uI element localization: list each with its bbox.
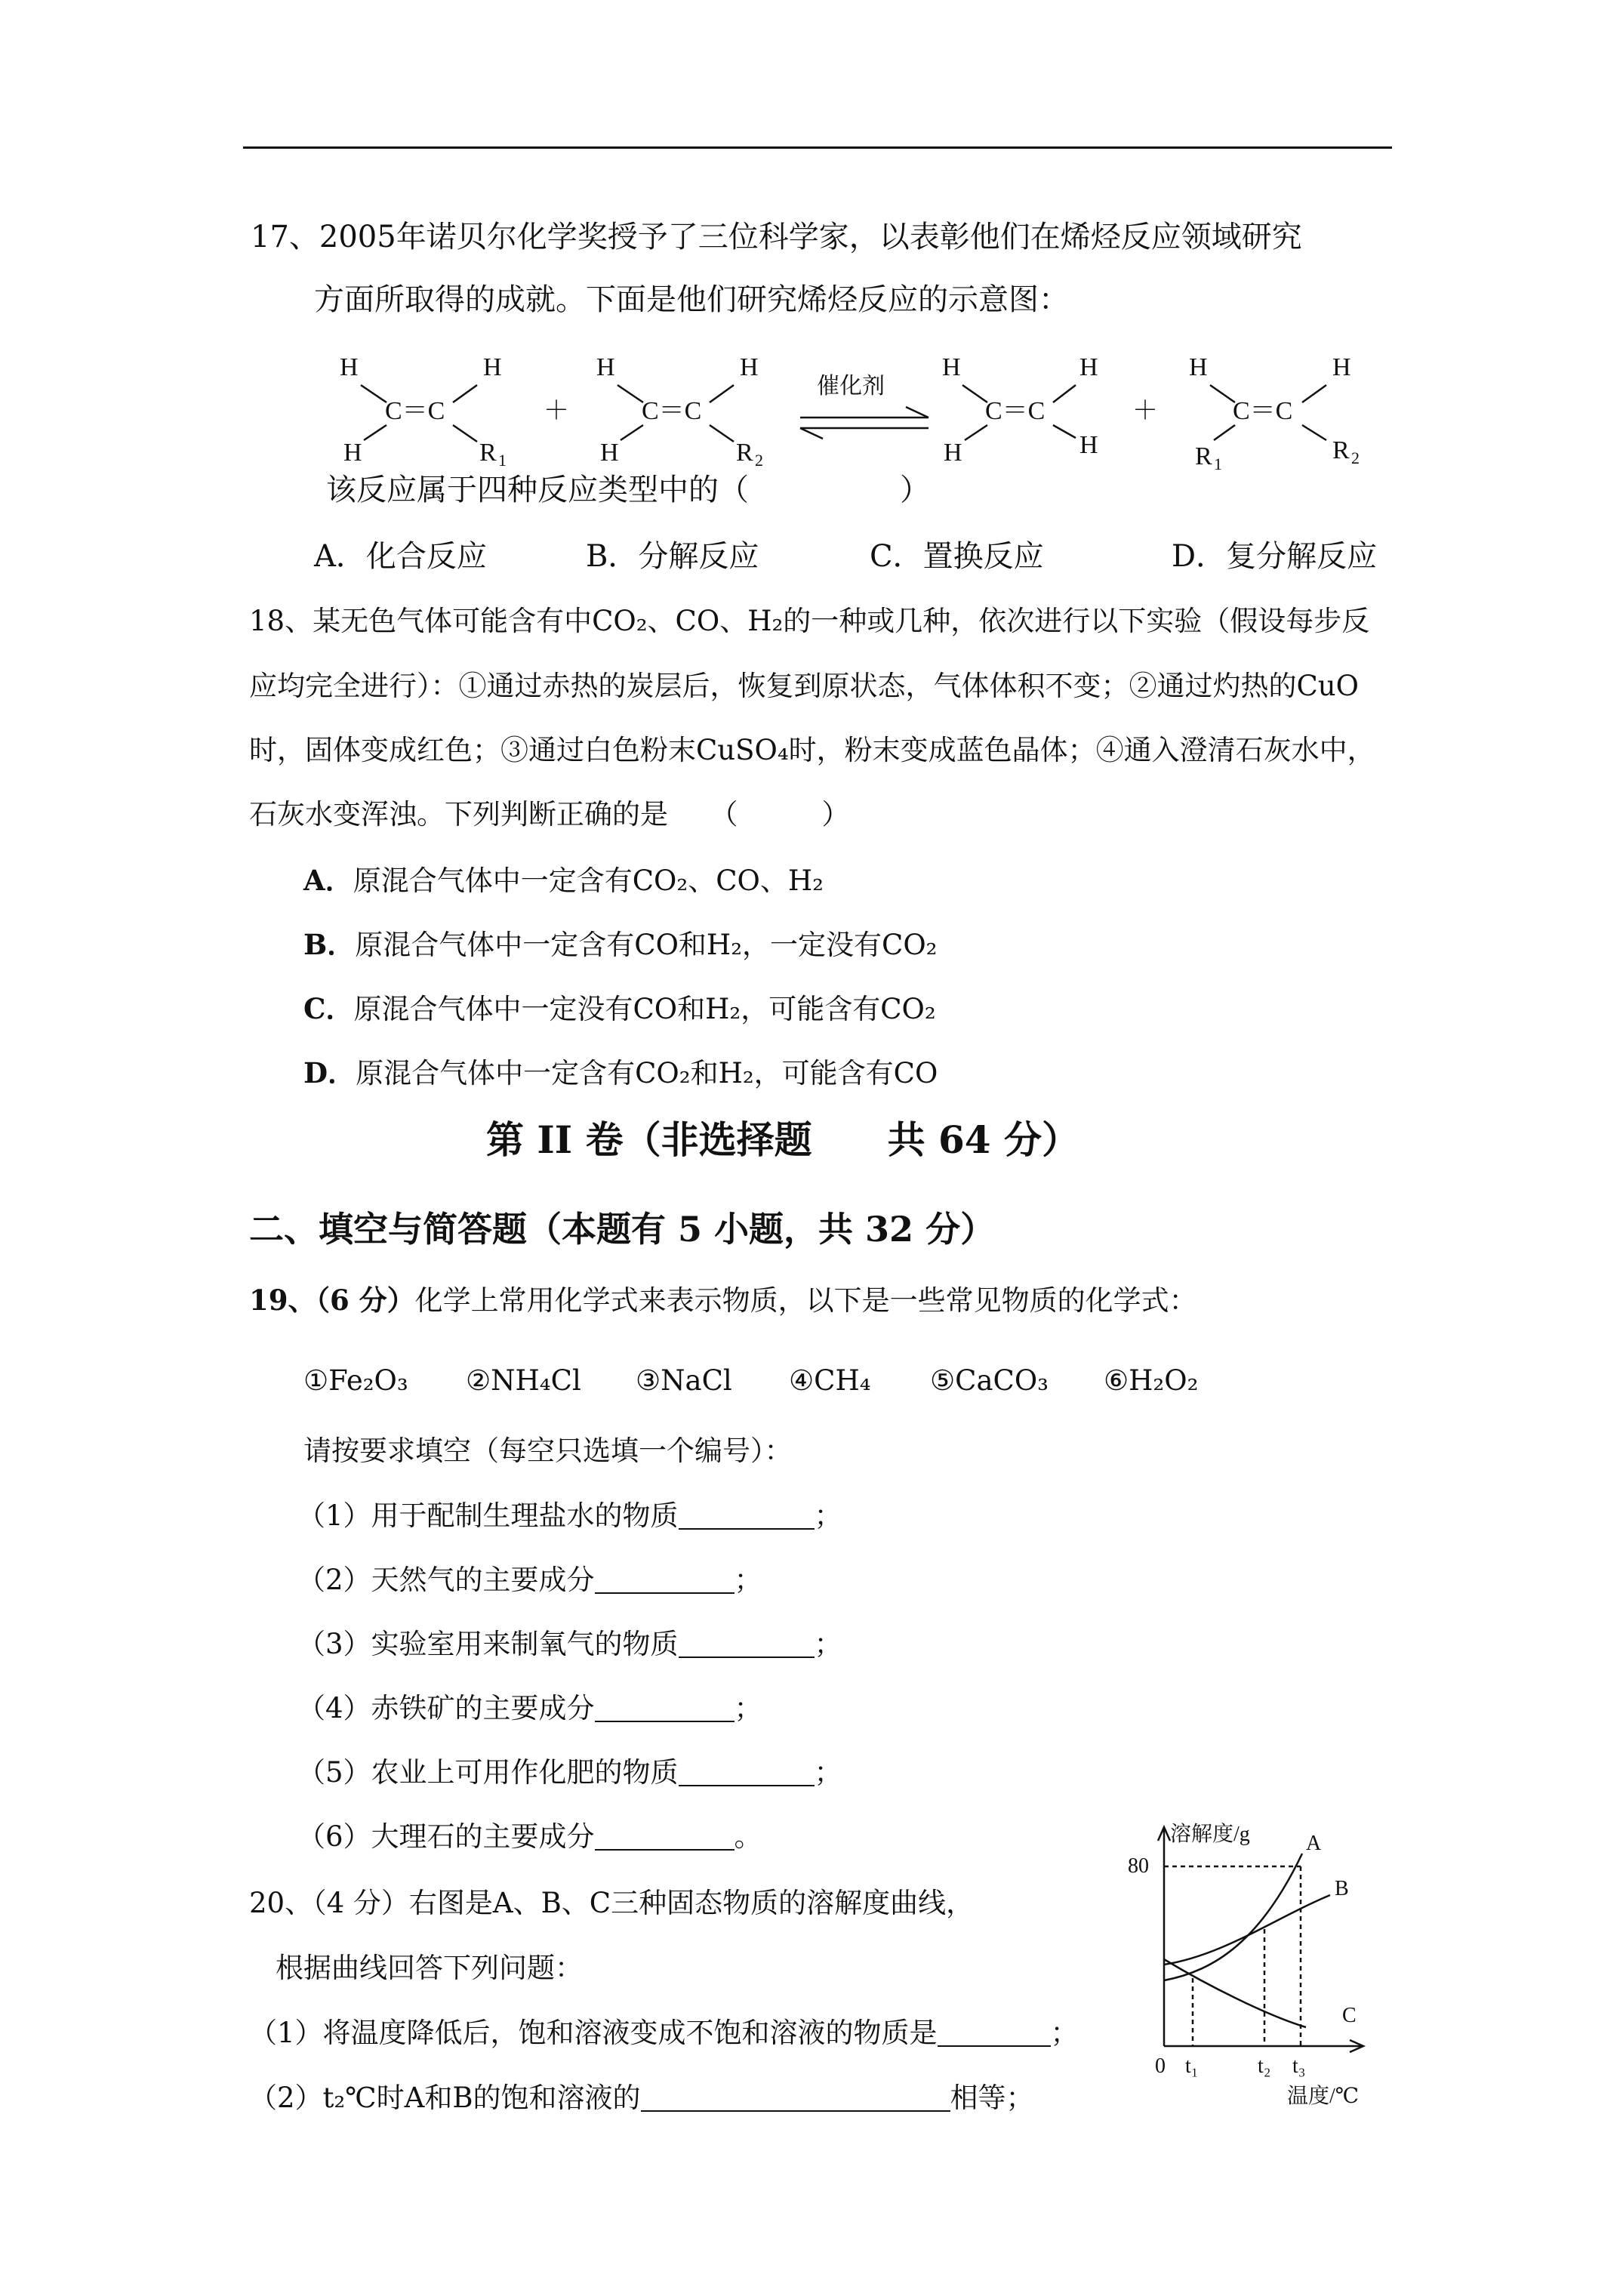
option-text: 原混合气体中一定含有CO₂和H₂，可能含有CO [356, 1057, 938, 1089]
curve-a [1164, 1854, 1302, 1980]
q19-item-3 [297, 1621, 842, 1662]
svg-text:1: 1 [498, 451, 507, 470]
option-text: 原混合气体中一定没有CO和H₂，可能含有CO₂ [353, 993, 936, 1025]
x-tick-t2: t₂ [1258, 2054, 1271, 2078]
chart-xlabel: 温度/℃ [1287, 2085, 1360, 2106]
q18-option-d [303, 1050, 938, 1091]
svg-text:H: H [1079, 431, 1098, 459]
q19-label: 19、（6 分） [249, 1284, 415, 1317]
series-label-b: B [1335, 1877, 1349, 1900]
chart-ylabel: 溶解度/g [1170, 1823, 1250, 1846]
q17-option-b: B．分解反应 [586, 539, 759, 574]
item-text: （1）用于配制生理盐水的物质 [297, 1499, 679, 1532]
svg-text:H: H [942, 353, 961, 381]
item-end: ； [1050, 2017, 1079, 2049]
q18-line4: 石灰水变浑浊。下列判断正确的是 （ ） [249, 798, 850, 831]
curve-b [1164, 1895, 1330, 1965]
curve-c [1164, 1959, 1306, 2027]
option-text: 原混合气体中一定含有CO₂、CO、H₂ [353, 864, 824, 897]
svg-text:C＝C: C＝C [985, 397, 1046, 425]
answer-blank[interactable] [595, 1565, 735, 1594]
item-end: ； [814, 1628, 842, 1660]
top-rule [243, 146, 1392, 149]
formula-5: ⑤CaCO₃ [930, 1364, 1049, 1397]
svg-text:H: H [483, 353, 502, 381]
q18-line3: 时，固体变成红色；③通过白色粉末CuSO₄时，粉末变成蓝色晶体；④通入澄清石灰水中， [249, 734, 1375, 766]
formula-3: ③NaCl [636, 1364, 732, 1397]
option-text: 原混合气体中一定含有CO和H₂，一定没有CO₂ [355, 929, 938, 961]
q19-intro [249, 1277, 1197, 1318]
answer-blank[interactable] [679, 1629, 815, 1658]
option-letter: A． [303, 864, 353, 897]
svg-text:1: 1 [1214, 455, 1222, 473]
item-end: 相等； [950, 2082, 1034, 2114]
answer-blank[interactable] [679, 1501, 815, 1530]
solubility-chart [1125, 1812, 1374, 2106]
q19-intro-text: 化学上常用化学式来表示物质，以下是一些常见物质的化学式： [414, 1284, 1197, 1317]
option-letter: C． [303, 992, 354, 1025]
q17-option-a: A．化合反应 [314, 539, 487, 574]
formula-2: ②NH₄Cl [466, 1364, 581, 1397]
option-letter: B． [303, 928, 356, 961]
item-end: ； [814, 1499, 842, 1532]
q19-item-4 [297, 1685, 762, 1726]
q17-question: 该反应属于四种反应类型中的（ ） [326, 473, 930, 507]
svg-text:H: H [1189, 353, 1208, 381]
item-text: （6）大理石的主要成分 [297, 1820, 595, 1853]
q20-line1: 20、（4 分）右图是A、B、C三种固态物质的溶解度曲线， [249, 1887, 975, 1919]
answer-blank[interactable] [641, 2083, 950, 2112]
svg-text:R: R [736, 439, 753, 467]
q20-line2: 根据曲线回答下列问题： [276, 1952, 583, 1984]
q18-option-a [303, 858, 824, 898]
x-tick-t1: t₁ [1185, 2054, 1199, 2078]
item-end: ； [734, 1692, 762, 1724]
q18-line2: 应均完全进行）：①通过赤热的炭层后，恢复到原状态，气体体积不变；②通过灼热的CuO [249, 670, 1359, 702]
svg-text:2: 2 [755, 451, 763, 470]
item-text: （4）赤铁矿的主要成分 [297, 1692, 595, 1724]
svg-text:2: 2 [1351, 448, 1360, 467]
answer-blank[interactable] [595, 1693, 735, 1722]
svg-text:R: R [1195, 442, 1212, 470]
q18-option-c [303, 986, 936, 1027]
svg-text:H: H [600, 439, 619, 467]
q17-line1: 17、2005年诺贝尔化学奖授予了三位科学家，以表彰他们在烯烃反应领域研究 [251, 220, 1302, 254]
series-label-a: A [1306, 1832, 1322, 1855]
section-title: 第 II 卷（非选择题 共 64 分） [486, 1117, 1079, 1162]
q17-option-c: C．置换反应 [870, 539, 1044, 574]
q20-item-2 [249, 2075, 1034, 2116]
y-tick-80: 80 [1128, 1854, 1149, 1878]
svg-text:H: H [944, 439, 962, 467]
answer-blank[interactable] [679, 1758, 815, 1786]
q19-item-2 [297, 1557, 762, 1598]
item-text: （1）将温度降低后，饱和溶液变成不饱和溶液的物质是 [249, 2017, 938, 2049]
svg-text:C＝C: C＝C [385, 397, 445, 425]
q18-line1: 18、某无色气体可能含有中CO₂、CO、H₂的一种或几种，依次进行以下实验（假设每步反 [249, 605, 1370, 637]
svg-text:H: H [343, 439, 362, 467]
item-text: （2）t₂℃时A和B的饱和溶液的 [249, 2082, 641, 2114]
option-letter: D． [303, 1056, 356, 1089]
svg-text:H: H [740, 353, 759, 381]
item-end: ； [734, 1564, 762, 1596]
q18-option-b [303, 922, 938, 963]
svg-text:C＝C: C＝C [642, 397, 702, 425]
q19-instruction: 请按要求填空（每空只选填一个编号）： [303, 1435, 793, 1467]
svg-text:H: H [340, 353, 359, 381]
formula-6: ⑥H₂O₂ [1104, 1364, 1199, 1397]
answer-blank[interactable] [595, 1822, 735, 1851]
svg-text:＋: ＋ [544, 397, 569, 425]
item-text: （3）实验室用来制氧气的物质 [297, 1628, 679, 1660]
svg-text:H: H [1079, 353, 1098, 381]
x-tick-t3: t₃ [1292, 2054, 1306, 2078]
origin-label: 0 [1155, 2054, 1166, 2078]
svg-text:R: R [1332, 436, 1350, 464]
q17-option-d: D．复分解反应 [1172, 539, 1378, 574]
part2-title: 二、填空与简答题（本题有 5 小题，共 32 分） [249, 1209, 996, 1250]
svg-text:R: R [479, 439, 497, 467]
alkene-metathesis-equation [317, 344, 1389, 476]
item-end: ； [814, 1756, 842, 1789]
item-end: 。 [734, 1820, 762, 1853]
formula-1: ①Fe₂O₃ [303, 1364, 408, 1397]
item-text: （2）天然气的主要成分 [297, 1564, 595, 1596]
q17-line2: 方面所取得的成就。下面是他们研究烯烃反应的示意图： [314, 282, 1069, 317]
series-label-c: C [1342, 2004, 1357, 2027]
q19-item-5 [297, 1749, 842, 1790]
q20-item-1 [249, 2010, 1079, 2051]
catalyst-label: 催化剂 [817, 374, 885, 399]
q19-item-6 [297, 1814, 762, 1854]
answer-blank[interactable] [938, 2018, 1051, 2047]
q19-item-1 [297, 1493, 842, 1533]
svg-text:C＝C: C＝C [1233, 397, 1293, 425]
svg-text:H: H [596, 353, 615, 381]
formula-4: ④CH₄ [789, 1364, 871, 1397]
svg-text:H: H [1332, 353, 1351, 381]
item-text: （5）农业上可用作化肥的物质 [297, 1756, 679, 1789]
svg-text:＋: ＋ [1132, 397, 1158, 425]
